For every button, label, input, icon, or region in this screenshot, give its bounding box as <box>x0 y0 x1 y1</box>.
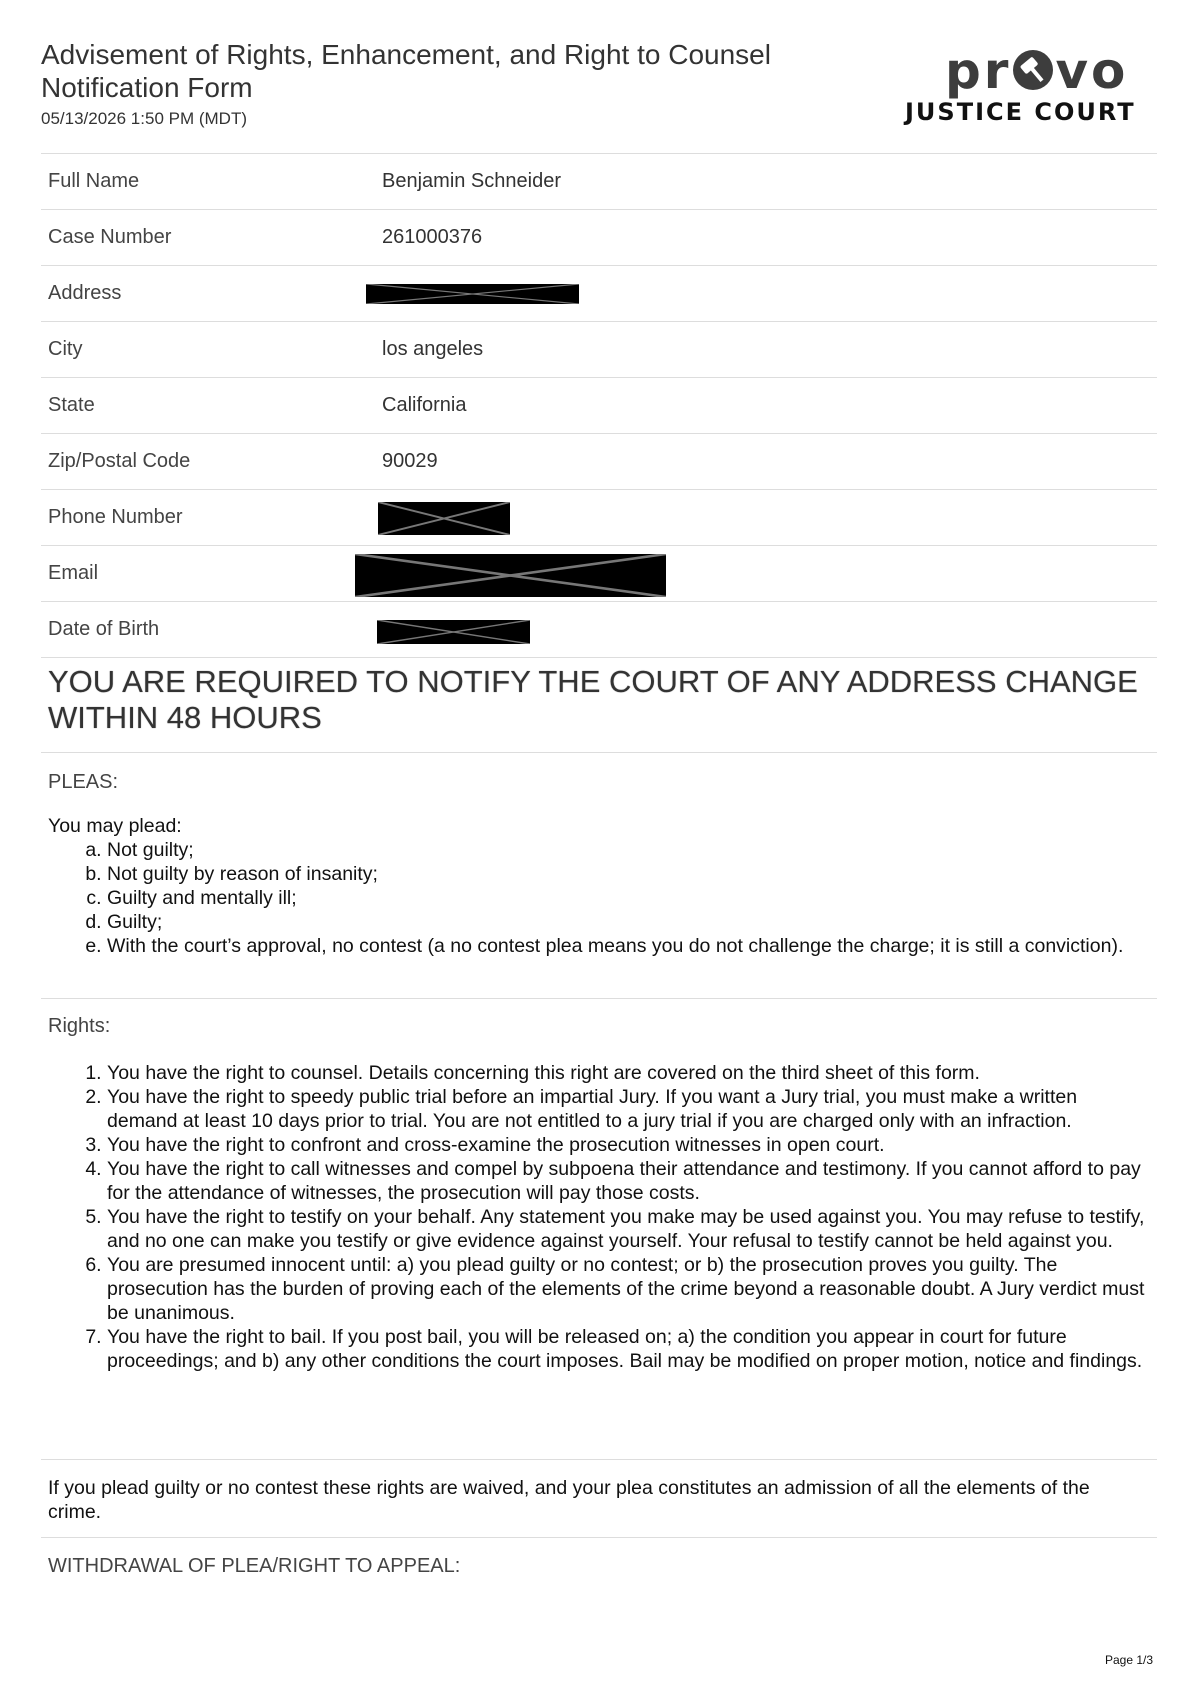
field-value: California <box>382 394 467 416</box>
pleas-list <box>48 838 1148 958</box>
right-item: 1. You have the right to counsel. Details concerning this right are covered on the third sheet of this form. <box>107 1061 1148 1085</box>
field-label: Date of Birth <box>48 618 160 640</box>
field-row-full-name <box>41 154 1157 210</box>
logo-wordmark-left: pr <box>945 42 1012 100</box>
plea-item: a. Not guilty; <box>107 838 1148 862</box>
plea-item: b. Not guilty by reason of insanity; <box>107 862 1148 886</box>
logo-wordmark-right: vo <box>1055 42 1129 100</box>
form-header <box>41 38 801 129</box>
field-value: 90029 <box>382 450 438 472</box>
field-row-state <box>41 378 1157 434</box>
gavel-icon <box>1011 44 1055 88</box>
page-number: Page 1/3 <box>1105 1653 1154 1667</box>
redaction-block <box>378 502 510 535</box>
defendant-info-table <box>41 153 1157 658</box>
form-title: Advisement of Rights, Enhancement, and Right to Counsel Notification Form <box>41 39 771 103</box>
waiver-text: If you plead guilty or no contest these rights are waived, and your plea constitutes an admission of all the elements of the crime. <box>48 1477 1090 1523</box>
redaction-block <box>355 554 666 597</box>
pleas-section <box>48 814 1148 958</box>
field-label: Full Name <box>48 170 140 192</box>
field-label: City <box>48 338 83 360</box>
field-row-email <box>41 546 1157 602</box>
field-row-date-of-birth <box>41 602 1157 658</box>
form-timestamp: 05/13/2026 1:50 PM (MDT) <box>41 109 247 128</box>
right-item: 3. You have the right to confront and cross-examine the prosecution witnesses in open court. <box>107 1133 1148 1157</box>
logo-wordmark <box>945 40 1128 102</box>
field-row-city <box>41 322 1157 378</box>
logo-subtitle: JUSTICE COURT <box>905 98 1136 126</box>
redaction-block <box>377 620 530 644</box>
divider <box>41 1459 1157 1460</box>
field-label: Address <box>48 282 122 304</box>
pleas-heading: PLEAS: <box>48 771 119 793</box>
plea-item: e. With the court’s approval, no contest (a no contest plea means you do not challenge the charge; it is still a conviction). <box>107 934 1148 958</box>
field-label: Zip/Postal Code <box>48 450 191 472</box>
plea-item: d. Guilty; <box>107 910 1148 934</box>
right-item: 4. You have the right to call witnesses and compel by subpoena their attendance and testimony. If you cannot afford to pay for the attendance of witnesses, the prosecution will pay those costs. <box>107 1157 1148 1205</box>
field-row-phone <box>41 490 1157 546</box>
address-change-notice: YOU ARE REQUIRED TO NOTIFY THE COURT OF ANY ADDRESS CHANGE WITHIN 48 HOURS <box>48 664 1138 735</box>
divider <box>41 1537 1157 1538</box>
right-item: 7. You have the right to bail. If you post bail, you will be released on; a) the condition you appear in court for future proceedings; and b) any other conditions the court imposes. Bail may be modified on proper motion, notice and findings. <box>107 1325 1148 1373</box>
right-item: 2. You have the right to speedy public trial before an impartial Jury. If you want a Jury trial, you must make a written demand at least 10 days prior to trial. You are not entitled to a jury trial if you are charged only with an infraction. <box>107 1085 1148 1133</box>
rights-heading: Rights: <box>48 1015 111 1037</box>
plea-item: c. Guilty and mentally ill; <box>107 886 1148 910</box>
right-item: 6. You are presumed innocent until: a) you plead guilty or no contest; or b) the prosecution proves you guilty. The prosecution has the burden of proving each of the elements of the crime beyond a reasonable doubt. A Jury verdict must be unanimous. <box>107 1253 1148 1325</box>
rights-list <box>48 1061 1148 1373</box>
field-row-address <box>41 266 1157 322</box>
field-row-case-number <box>41 210 1157 266</box>
divider <box>41 752 1157 753</box>
right-item: 5. You have the right to testify on your behalf. Any statement you make may be used against you. You may refuse to testify, and no one can make you testify or give evidence against yourself. Your refusal to testify cannot be held against you. <box>107 1205 1148 1253</box>
field-value: 261000376 <box>382 226 483 248</box>
pleas-intro: You may plead: <box>48 815 182 837</box>
provo-justice-court-logo <box>905 40 1155 130</box>
field-label: Phone Number <box>48 506 183 528</box>
field-label: Email <box>48 562 99 584</box>
redaction-block <box>366 284 579 304</box>
divider <box>41 998 1157 999</box>
field-label: Case Number <box>48 226 172 248</box>
withdrawal-heading: WITHDRAWAL OF PLEA/RIGHT TO APPEAL: <box>48 1555 461 1577</box>
field-value: Benjamin Schneider <box>382 170 561 192</box>
field-label: State <box>48 394 95 416</box>
field-value: los angeles <box>382 338 484 360</box>
rights-section <box>48 1061 1148 1373</box>
field-row-zip <box>41 434 1157 490</box>
